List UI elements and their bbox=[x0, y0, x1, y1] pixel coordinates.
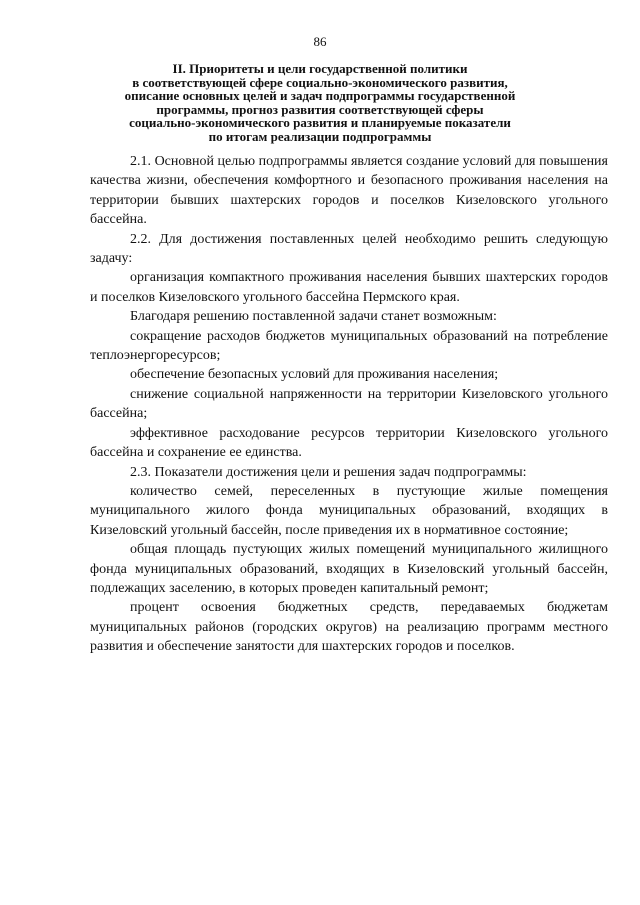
paragraph-outcome: обеспечение безопасных условий для проживания населения; bbox=[130, 367, 499, 383]
heading-line: в соответствующей сфере социально-экономического развития, bbox=[132, 74, 508, 90]
heading-line: по итогам реализации подпрограммы bbox=[208, 128, 432, 144]
paragraph-indicator: общая площадь пустующих жилых помещений муниципального жилищного фонда муниципальных образований, входящих в Кизеловский угольный бассейн, подлежащих заселению, в которых проведен капитальный ремонт; bbox=[90, 542, 608, 596]
page-number: 86 bbox=[313, 34, 327, 49]
section-heading bbox=[110, 62, 530, 144]
paragraph-outcomes-intro: Благодаря решению поставленной задачи станет возможным: bbox=[130, 309, 497, 325]
paragraph-task-intro: 2.2. Для достижения поставленных целей необходимо решить следующую задачу: bbox=[90, 231, 608, 267]
paragraph-indicator: количество семей, переселенных в пустующие жилые помещения муниципального жилого фонда муниципальных образований, входящих в Кизеловский угольный бассейн, после приведения их в нормативное состояние; bbox=[90, 483, 608, 538]
heading-line: программы, прогноз развития соответствующей сферы bbox=[156, 101, 484, 117]
paragraph-outcome: эффективное расходование ресурсов территории Кизеловского угольного бассейна и сохранение ее единства. bbox=[90, 425, 608, 461]
heading-line: описание основных целей и задач подпрограммы государственной bbox=[124, 88, 516, 104]
heading-line: социально-экономического развития и планируемые показатели bbox=[129, 115, 511, 131]
paragraph-indicators-intro: 2.3. Показатели достижения цели и решения задач подпрограммы: bbox=[130, 464, 527, 480]
body-text bbox=[90, 152, 608, 657]
paragraph-goal: 2.1. Основной целью подпрограммы является создание условий для повышения качества жизни, обеспечения комфортного и безопасного проживания населения на территории бывших шахтерских городов и поселков Кизеловского угольного бассейна. bbox=[90, 154, 608, 228]
heading-line: II. Приоритеты и цели государственной политики bbox=[172, 61, 468, 76]
paragraph-indicator: процент освоения бюджетных средств, передаваемых бюджетам муниципальных районов (городских округов) на реализацию программ местного развития и обеспечение занятости для шахтерских городов и поселков. bbox=[90, 600, 608, 655]
paragraph-task: организация компактного проживания населения бывших шахтерских городов и поселков Кизеловского угольного бассейна Пермского края. bbox=[90, 270, 608, 305]
paragraph-outcome: сокращение расходов бюджетов муниципальных образований на потребление теплоэнергоресурсов; bbox=[90, 328, 608, 364]
paragraph-outcome: снижение социальной напряженности на территории Кизеловского угольного бассейна; bbox=[90, 386, 608, 422]
